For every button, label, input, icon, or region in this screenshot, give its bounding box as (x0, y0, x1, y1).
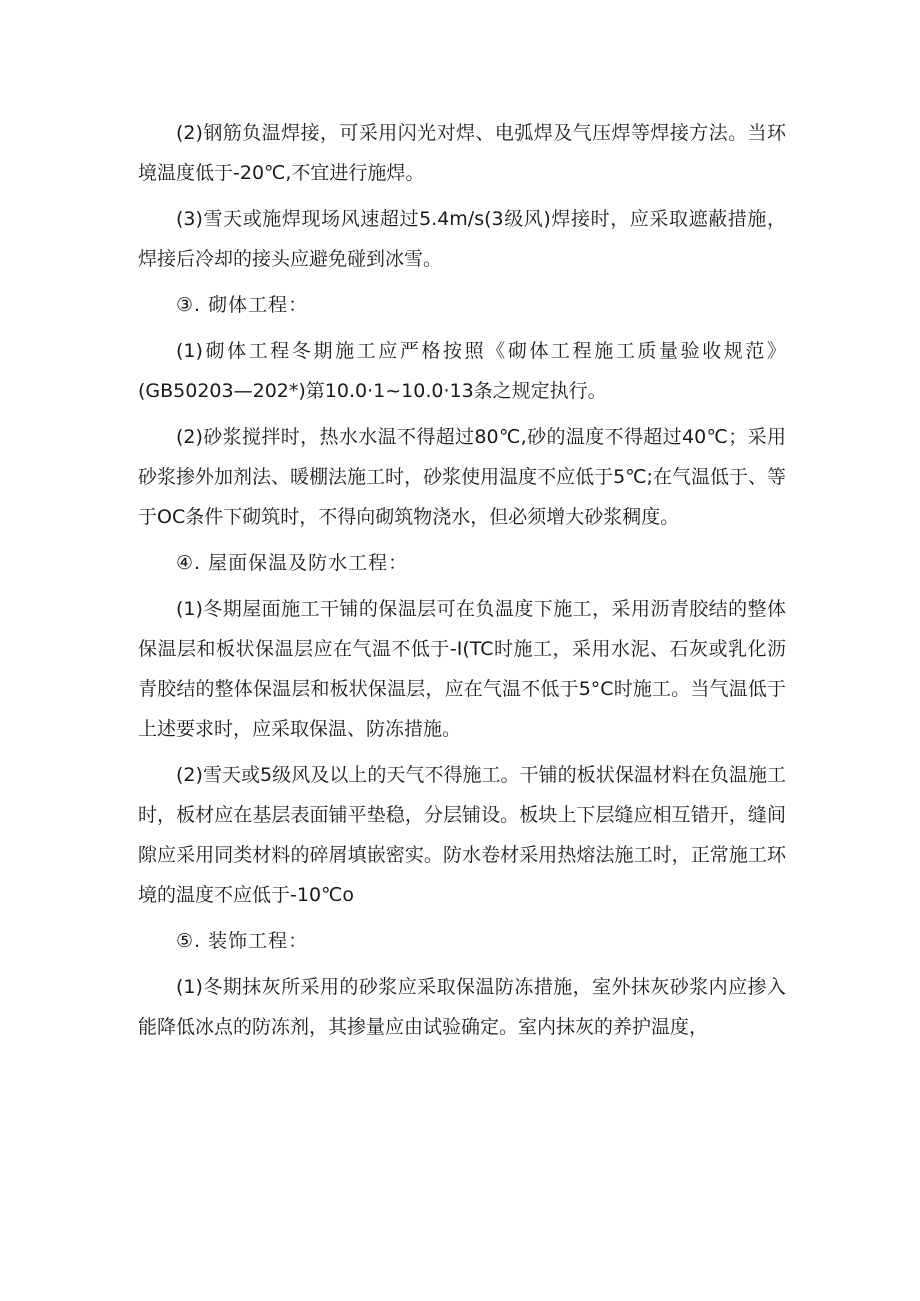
section-heading-roof-insulation: ④. 屋面保温及防水工程： (176, 552, 409, 574)
paragraph-masonry-standard: (1)砌体工程冬期施工应严格按照《砌体工程施工质量验收规范》(GB50203—202*)第10.0·1~10.0·13条之规定执行。 (138, 340, 786, 402)
document-body (138, 113, 786, 1053)
paragraph-roof-waterproof: (2)雪天或5级风及以上的天气不得施工。干铺的板状保温材料在负温施工时，板材应在基层表面铺平垫稳，分层铺设。板块上下层缝应相互错开，缝间隙应采用同类材料的碎屑填嵌密实。防水卷材采用热熔法施工时，正常施工环境的温度不应低于-10℃o (138, 764, 786, 906)
paragraph-welding-method: (2)钢筋负温焊接，可采用闪光对焊、电弧焊及气压焊等焊接方法。当环境温度低于-20℃,不宜进行施焊。 (138, 122, 786, 184)
section-heading-masonry: ③. 砌体工程： (176, 294, 309, 316)
section-heading-decoration: ⑤. 装饰工程： (176, 930, 309, 952)
paragraph-roof-insulation: (1)冬期屋面施工干铺的保温层可在负温度下施工，采用沥青胶结的整体保温层和板状保温层应在气温不低于-I(TC时施工，采用水泥、石灰或乳化沥青胶结的整体保温层和板状保温层，应在气温不低于5°C时施工。当气温低于上述要求时，应采取保温、防冻措施。 (138, 598, 786, 740)
paragraph-mortar-mixing: (2)砂浆搅拌时，热水水温不得超过80℃,砂的温度不得超过40℃；采用砂浆掺外加剂法、暖棚法施工时，砂浆使用温度不应低于5℃;在气温低于、等于OC条件下砌筑时，不得向砌筑物浇水，但必须增大砂浆稠度。 (138, 426, 786, 528)
paragraph-plastering: (1)冬期抹灰所采用的砂浆应采取保温防冻措施，室外抹灰砂浆内应掺入能降低冰点的防冻剂，其掺量应由试验确定。室内抹灰的养护温度， (138, 976, 786, 1038)
paragraph-welding-wind: (3)雪天或施焊现场风速超过5.4m∕s(3级风)焊接时，应采取遮蔽措施，焊接后冷却的接头应避免碰到冰雪。 (138, 208, 786, 270)
